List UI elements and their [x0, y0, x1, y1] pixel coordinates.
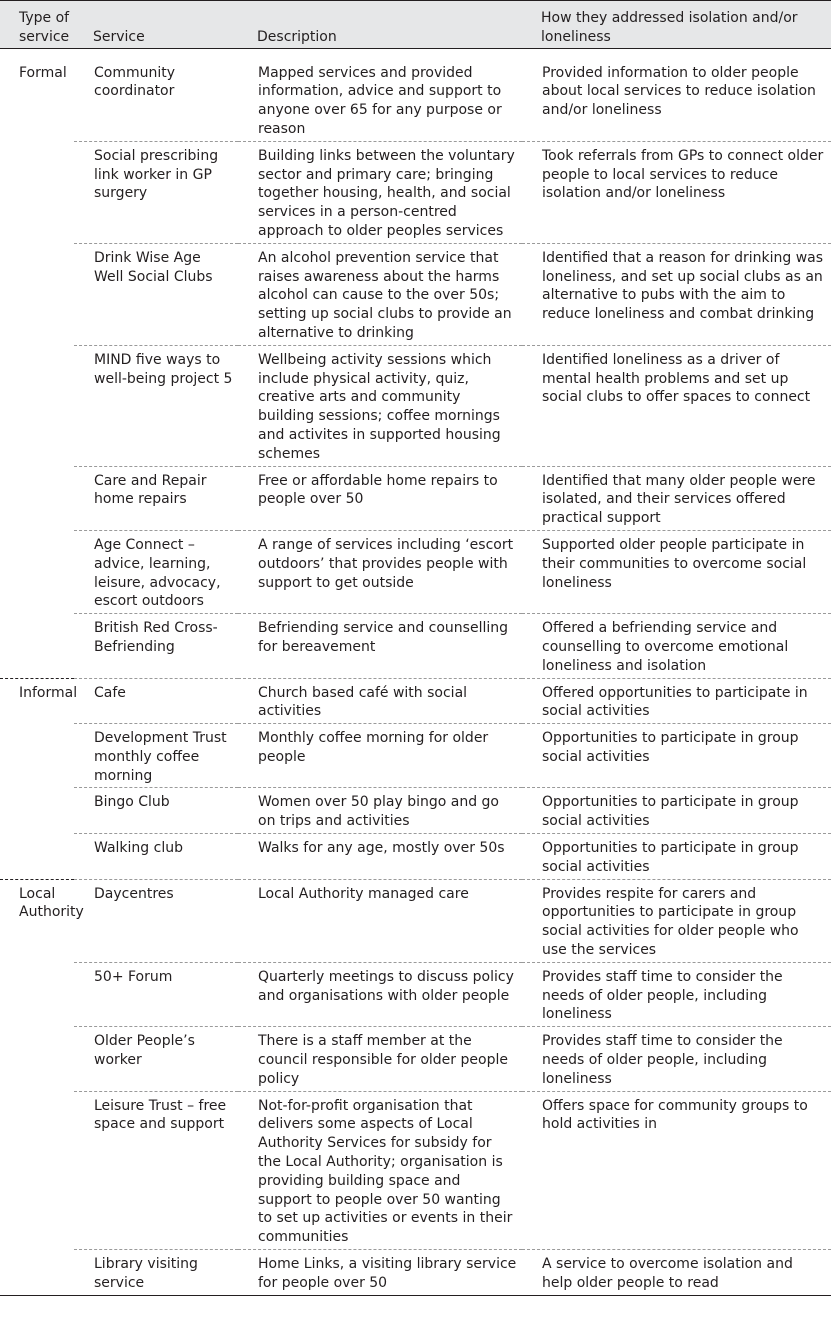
addressed-cell: A service to overcome isolation and help older people to read [542, 1256, 793, 1291]
addressed-cell: Provided information to older people about local services to reduce isolation and/or loneliness [542, 64, 816, 119]
service-cell: Walking club [94, 840, 183, 857]
description-cell: Free or affordable home repairs to people over 50 [258, 472, 498, 508]
addressed-cell: Identified that a reason for drinking was loneliness, and set up social clubs as an alternative to pubs with the aim to reduce loneliness and combat drinking [542, 249, 824, 323]
type-cell-empty [0, 1027, 74, 1091]
table-row [0, 243, 831, 345]
header-description: Description [257, 28, 337, 45]
description-cell: Befriending service and counselling for bereavement [258, 620, 508, 655]
description-cell: Monthly coffee morning for older people [258, 730, 489, 765]
addressed-cell: Offered a befriending service and counselling to overcome emotional loneliness and isolation [542, 620, 789, 674]
description-cell: Not-for-profit organisation that delivers some aspects of Local Authority Services for subsidy for the Local Authority; organisation is providing building space and support to people over 50 wanting to set up activities or events in their communities [258, 1097, 513, 1246]
type-cell: Local Authority [0, 879, 74, 962]
service-cell: Age Connect – advice, learning, leisure, advocacy, escort outdoors [94, 536, 221, 610]
table-row [0, 962, 831, 1026]
table-row [0, 724, 831, 788]
service-cell: British Red Cross-Befriending [94, 620, 218, 655]
table-row [0, 834, 831, 880]
table-row [0, 345, 831, 466]
addressed-cell: Provides staff time to consider the needs of older people, including loneliness [542, 968, 783, 1023]
table-row [0, 1027, 831, 1091]
service-cell: MIND five ways to well-being project 5 [94, 351, 233, 387]
service-cell: Cafe [94, 684, 126, 701]
table-body [0, 48, 831, 1295]
description-cell: Wellbeing activity sessions which include physical activity, quiz, creative arts and community building sessions; coffee mornings and activites in supported housing schemes [258, 351, 501, 462]
description-cell: Home Links, a visiting library service for people over 50 [258, 1256, 517, 1291]
type-cell-empty [0, 530, 74, 613]
addressed-cell: Opportunities to participate in group social activities [542, 840, 799, 875]
service-cell: Development Trust monthly coffee morning [94, 730, 227, 784]
service-cell: Social prescribing link worker in GP surgery [94, 147, 219, 202]
type-cell-empty [0, 1250, 74, 1296]
description-cell: A range of services including ‘escort outdoors’ that provides people with support to get outside [258, 536, 514, 591]
table-row [0, 1091, 831, 1249]
table-row [0, 1250, 831, 1296]
service-cell: Bingo Club [94, 794, 170, 811]
addressed-cell: Took referrals from GPs to connect older people to local services to reduce isolation and/or loneliness [542, 147, 824, 202]
type-cell-empty [0, 345, 74, 466]
type-cell-empty [0, 724, 74, 788]
table-row [0, 48, 831, 141]
addressed-cell: Supported older people participate in their communities to overcome social loneliness [542, 536, 807, 591]
header-addressed: How they addressed isolation and/or loneliness [541, 10, 798, 45]
addressed-cell: Identified loneliness as a driver of mental health problems and set up social clubs to offer spaces to connect [542, 351, 811, 406]
header-type: Type of service [19, 10, 70, 45]
description-cell: An alcohol prevention service that raises awareness about the harms alcohol can cause to the over 50s; setting up social clubs to provide an alternative to drinking [258, 249, 512, 341]
service-cell: 50+ Forum [94, 968, 173, 985]
table-row [0, 530, 831, 613]
type-cell-empty [0, 834, 74, 880]
type-cell-empty [0, 466, 74, 530]
table-row [0, 614, 831, 678]
table-row [0, 788, 831, 834]
type-cell-empty [0, 243, 74, 345]
service-cell: Older People’s worker [94, 1033, 195, 1069]
service-cell: Library visiting service [94, 1256, 198, 1291]
service-cell: Care and Repair home repairs [94, 472, 207, 508]
description-cell: Walks for any age, mostly over 50s [258, 840, 505, 857]
type-cell-empty [0, 141, 74, 243]
addressed-cell: Offered opportunities to participate in social activities [542, 684, 808, 720]
type-cell-empty [0, 614, 74, 678]
addressed-cell: Opportunities to participate in group social activities [542, 730, 799, 765]
addressed-cell: Provides respite for carers and opportunities to participate in group social activities for older people who use the services [542, 885, 799, 959]
service-cell: Drink Wise Age Well Social Clubs [94, 249, 213, 285]
addressed-cell: Offers space for community groups to hold activities in [542, 1097, 808, 1133]
description-cell: Church based café with social activities [258, 684, 468, 720]
description-cell: Quarterly meetings to discuss policy and organisations with older people [258, 968, 514, 1004]
addressed-cell: Provides staff time to consider the needs of older people, including loneliness [542, 1033, 783, 1087]
description-cell: Building links between the voluntary sector and primary care; bringing together housing, health, and social services in a person-centred approach to older peoples services [258, 147, 515, 239]
header-row [0, 1, 831, 49]
description-cell: Women over 50 play bingo and go on trips and activities [258, 794, 499, 830]
type-cell: Formal [19, 64, 67, 81]
addressed-cell: Opportunities to participate in group social activities [542, 794, 799, 830]
service-cell: Community coordinator [94, 64, 176, 100]
table-row [0, 678, 831, 724]
table-row [0, 466, 831, 530]
table-header [0, 1, 831, 49]
header-service: Service [93, 28, 145, 45]
addressed-cell: Identified that many older people were isolated, and their services offered practical support [542, 472, 816, 527]
description-cell: Local Authority managed care [258, 885, 469, 902]
type-cell-empty [0, 1091, 74, 1249]
table-row [0, 141, 831, 243]
table-row [0, 879, 831, 962]
service-cell: Daycentres [94, 885, 174, 902]
description-cell: There is a staff member at the council responsible for older people policy [258, 1033, 508, 1087]
type-cell: Informal [0, 678, 74, 724]
type-cell-empty [0, 788, 74, 834]
description-cell: Mapped services and provided information, advice and support to anyone over 65 for any purpose or reason [258, 64, 502, 137]
service-cell: Leisure Trust – free space and support [94, 1097, 227, 1133]
type-cell-empty [0, 962, 74, 1026]
